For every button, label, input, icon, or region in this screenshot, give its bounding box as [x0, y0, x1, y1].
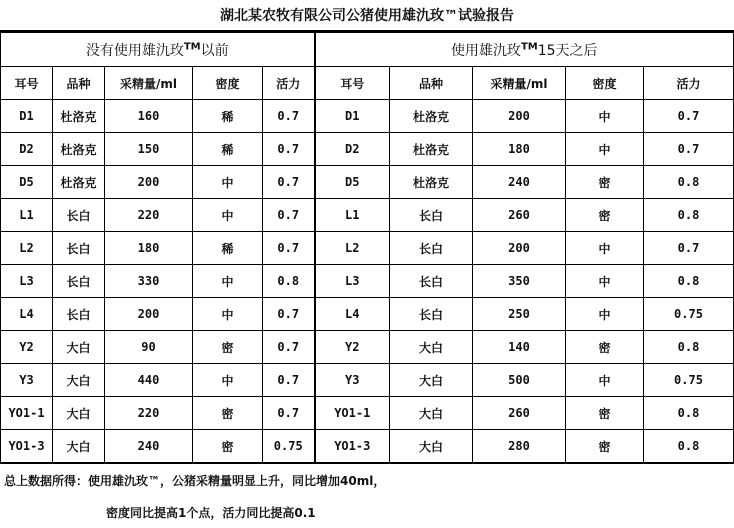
after-heading: [315, 33, 734, 67]
after-cell: 200: [473, 232, 566, 265]
before-cell: 中: [193, 166, 263, 199]
before-cell: 200: [105, 166, 193, 199]
after-heading-tm: TM: [520, 40, 538, 52]
before-cell: 中: [193, 265, 263, 298]
after-cell: 350: [473, 265, 566, 298]
summary-line-2: 密度同比提高1个点，活力同比提高0.1: [106, 506, 316, 520]
before-cell: YO1-3: [1, 430, 53, 463]
after-cell: L2: [315, 232, 390, 265]
before-cell: 90: [105, 331, 193, 364]
before-col-header: 耳号: [1, 67, 53, 100]
after-cell: 0.8: [644, 331, 734, 364]
before-col-header: 品种: [53, 67, 105, 100]
before-cell: 长白: [53, 298, 105, 331]
before-cell: 0.7: [263, 100, 315, 133]
after-cell: Y2: [315, 331, 390, 364]
before-col-header: 活力: [263, 67, 315, 100]
before-col-header: 采精量/ml: [105, 67, 193, 100]
after-cell: 0.75: [644, 298, 734, 331]
before-cell: 长白: [53, 265, 105, 298]
column-header-row: [1, 67, 734, 100]
before-cell: 中: [193, 199, 263, 232]
after-cell: 密: [566, 397, 644, 430]
before-cell: 0.7: [263, 133, 315, 166]
before-cell: 大白: [53, 364, 105, 397]
after-cell: 密: [566, 199, 644, 232]
before-cell: D5: [1, 166, 53, 199]
after-cell: 杜洛克: [390, 166, 473, 199]
after-cell: 中: [566, 232, 644, 265]
after-cell: 500: [473, 364, 566, 397]
after-cell: 260: [473, 397, 566, 430]
before-cell: 200: [105, 298, 193, 331]
after-cell: 长白: [390, 265, 473, 298]
after-cell: 0.7: [644, 232, 734, 265]
after-cell: 大白: [390, 430, 473, 463]
before-cell: 0.7: [263, 397, 315, 430]
after-cell: 杜洛克: [390, 100, 473, 133]
before-cell: 长白: [53, 199, 105, 232]
before-cell: 150: [105, 133, 193, 166]
after-cell: 中: [566, 100, 644, 133]
before-cell: L4: [1, 298, 53, 331]
before-heading: [1, 33, 315, 67]
before-cell: 杜洛克: [53, 100, 105, 133]
after-heading-text: 使用雄氿玫: [450, 42, 521, 59]
table-row: [1, 232, 734, 265]
before-cell: 密: [193, 397, 263, 430]
before-cell: 杜洛克: [53, 166, 105, 199]
after-cell: 0.8: [644, 397, 734, 430]
before-cell: L3: [1, 265, 53, 298]
before-cell: 0.7: [263, 166, 315, 199]
after-cell: 0.8: [644, 430, 734, 463]
before-cell: 0.7: [263, 232, 315, 265]
after-cell: D5: [315, 166, 390, 199]
after-cell: 大白: [390, 331, 473, 364]
after-cell: 280: [473, 430, 566, 463]
after-cell: Y3: [315, 364, 390, 397]
table-row: [1, 199, 734, 232]
before-cell: D1: [1, 100, 53, 133]
before-cell: 0.7: [263, 364, 315, 397]
after-col-header: 耳号: [315, 67, 390, 100]
section-heading-row: [1, 33, 734, 67]
after-cell: 大白: [390, 364, 473, 397]
after-col-header: 密度: [566, 67, 644, 100]
before-cell: Y2: [1, 331, 53, 364]
table-row: [1, 298, 734, 331]
before-cell: 大白: [53, 397, 105, 430]
before-cell: 240: [105, 430, 193, 463]
table-row: [1, 331, 734, 364]
before-cell: 180: [105, 232, 193, 265]
after-cell: 中: [566, 265, 644, 298]
after-cell: 密: [566, 430, 644, 463]
summary-box: [0, 462, 734, 528]
after-cell: 250: [473, 298, 566, 331]
table-row: [1, 397, 734, 430]
after-cell: L1: [315, 199, 390, 232]
table-row: [1, 133, 734, 166]
after-cell: 长白: [390, 298, 473, 331]
after-cell: 杜洛克: [390, 133, 473, 166]
table-row: [1, 430, 734, 463]
after-cell: 密: [566, 166, 644, 199]
after-cell: 0.7: [644, 133, 734, 166]
after-cell: 密: [566, 331, 644, 364]
after-cell: L3: [315, 265, 390, 298]
after-cell: D2: [315, 133, 390, 166]
before-cell: 0.7: [263, 199, 315, 232]
before-cell: 中: [193, 298, 263, 331]
before-cell: 稀: [193, 133, 263, 166]
before-cell: 440: [105, 364, 193, 397]
table-row: [1, 265, 734, 298]
after-col-header: 品种: [390, 67, 473, 100]
before-cell: Y3: [1, 364, 53, 397]
before-cell: 密: [193, 331, 263, 364]
table-body: [1, 33, 734, 463]
after-cell: 中: [566, 298, 644, 331]
before-cell: 杜洛克: [53, 133, 105, 166]
after-cell: 0.7: [644, 100, 734, 133]
before-cell: 220: [105, 397, 193, 430]
after-cell: 长白: [390, 232, 473, 265]
before-cell: L2: [1, 232, 53, 265]
after-cell: 大白: [390, 397, 473, 430]
before-cell: 大白: [53, 430, 105, 463]
after-cell: 260: [473, 199, 566, 232]
before-cell: 中: [193, 364, 263, 397]
before-cell: 稀: [193, 100, 263, 133]
after-cell: 140: [473, 331, 566, 364]
after-cell: 中: [566, 133, 644, 166]
after-cell: 180: [473, 133, 566, 166]
before-cell: 0.75: [263, 430, 315, 463]
after-cell: YO1-3: [315, 430, 390, 463]
before-cell: YO1-1: [1, 397, 53, 430]
report-title: 湖北某农牧有限公司公猪使用雄氿玫™试验报告: [0, 0, 734, 32]
after-cell: 200: [473, 100, 566, 133]
after-col-header: 采精量/ml: [473, 67, 566, 100]
before-cell: 0.7: [263, 298, 315, 331]
before-heading-tm: TM: [183, 40, 201, 52]
after-cell: 中: [566, 364, 644, 397]
after-cell: 长白: [390, 199, 473, 232]
before-cell: D2: [1, 133, 53, 166]
after-cell: 240: [473, 166, 566, 199]
before-cell: 220: [105, 199, 193, 232]
table-row: [1, 166, 734, 199]
after-col-header: 活力: [644, 67, 734, 100]
before-cell: 大白: [53, 331, 105, 364]
after-cell: 0.75: [644, 364, 734, 397]
after-cell: YO1-1: [315, 397, 390, 430]
after-cell: 0.8: [644, 265, 734, 298]
before-cell: 0.8: [263, 265, 315, 298]
before-cell: 密: [193, 430, 263, 463]
before-heading-suffix: 以前: [200, 42, 229, 59]
before-cell: 160: [105, 100, 193, 133]
trial-table: [0, 32, 734, 463]
after-heading-suffix: 15天之后: [537, 42, 598, 59]
before-cell: 稀: [193, 232, 263, 265]
after-cell: 0.8: [644, 166, 734, 199]
before-cell: 0.7: [263, 331, 315, 364]
after-cell: D1: [315, 100, 390, 133]
after-cell: L4: [315, 298, 390, 331]
after-cell: 0.8: [644, 199, 734, 232]
before-cell: L1: [1, 199, 53, 232]
before-cell: 长白: [53, 232, 105, 265]
table-row: [1, 364, 734, 397]
summary-line-1: 总上数据所得：使用雄氿玫™，公猪采精量明显上升，同比增加40ml，: [4, 474, 386, 488]
before-cell: 330: [105, 265, 193, 298]
table-row: [1, 100, 734, 133]
before-heading-text: 没有使用雄氿玫: [85, 42, 184, 59]
before-col-header: 密度: [193, 67, 263, 100]
